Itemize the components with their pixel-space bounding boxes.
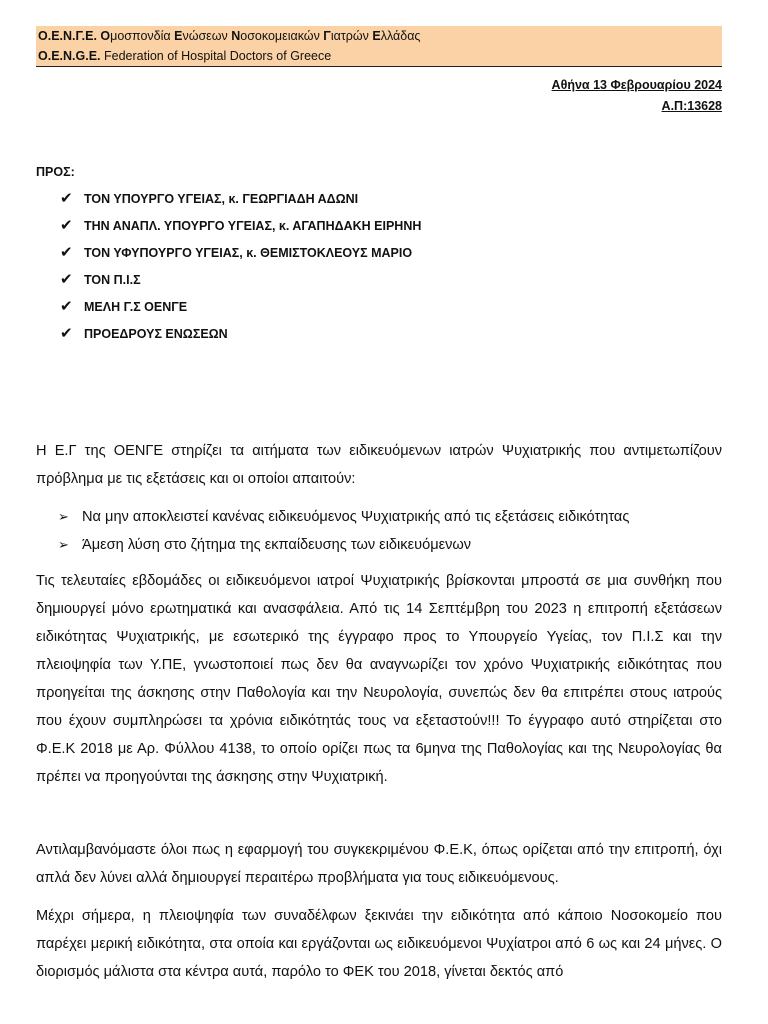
arrow-bullet-icon: ➢ (58, 537, 69, 552)
body-paragraph: Μέχρι σήμερα, η πλειοψηφία των συναδέλφων ξεκινάει την ειδικότητα από κάποιο Νοσοκομείο που παρέχει μερική ειδικότητα, στα οποία και εργάζονται ως ειδικευόμενοι Ψυχίατροι από 6 ως και 24 μήνες. Ο διορισμός μάλιστα στα κέντρα αυτά, παρόλο το ΦΕΚ του 2018, γίνεται δεκτός από (36, 908, 722, 980)
date-block (552, 75, 722, 117)
recipients-list (60, 188, 421, 350)
reference-number: Α.Π:13628 (661, 99, 722, 113)
recipients-label: ΠΡΟΣ: (36, 165, 75, 179)
checkmark-icon: ✔ (60, 298, 73, 315)
intro-paragraph: Η Ε.Γ της ΟΕΝΓΕ στηρίζει τα αιτήματα των ειδικευόμενων ιατρών Ψυχιατρικής που αντιμετωπίζουν πρόβλημα με τις εξετάσεις και οι οποίοι απαιτούν: (36, 443, 722, 487)
arrow-bullet-icon: ➢ (58, 509, 69, 524)
recipient-item: ✔ ΜΕΛΗ Γ.Σ ΟΕΝΓΕ (60, 296, 421, 323)
letterhead-greek: Ο.Ε.Ν.Γ.Ε. Ομοσπονδία Ενώσεων Νοσοκομειακών Γιατρών Ελλάδας (38, 29, 421, 43)
checkmark-icon: ✔ (60, 325, 73, 342)
letterhead-english-abbr: O.E.N.G.E. (38, 49, 101, 63)
letterhead-english (38, 46, 722, 66)
letterhead-english-name: Federation of Hospital Doctors of Greece (104, 49, 332, 63)
checkmark-icon: ✔ (60, 271, 73, 288)
place-date: Αθήνα 13 Φεβρουαρίου 2024 (551, 78, 722, 92)
recipient-item: ✔ ΤΟΝ ΥΦΥΠΟΥΡΓΟ ΥΓΕΙΑΣ, κ. ΘΕΜΙΣΤΟΚΛΕΟΥΣ ΜΑΡΙΟ (60, 242, 421, 269)
letterhead-greek-abbr: Ο.Ε.Ν.Γ.Ε. (38, 29, 97, 43)
checkmark-icon: ✔ (60, 244, 73, 261)
checkmark-icon: ✔ (60, 190, 73, 207)
recipient-item: ✔ ΤΗΝ ΑΝΑΠΛ. ΥΠΟΥΡΓΟ ΥΓΕΙΑΣ, κ. ΑΓΑΠΗΔΑΚΗ ΕΙΡΗΝΗ (60, 215, 421, 242)
recipient-item: ✔ ΠΡΟΕΔΡΟΥΣ ΕΝΩΣΕΩΝ (60, 323, 421, 350)
recipient-item: ✔ ΤΟΝ Π.Ι.Σ (60, 269, 421, 296)
body-paragraph: Τις τελευταίες εβδομάδες οι ειδικευόμενοι ιατροί Ψυχιατρικής βρίσκονται μπροστά σε μια συνθήκη που δημιουργεί μόνο ερωτηματικά και ανασφάλεια. Από τις 14 Σεπτέμβρη του 2023 η επιτροπή εξετάσεων ειδικότητας Ψυχιατρικής, με εσωτερικό της έγγραφο προς το Υπουργείο Υγείας, τον Π.Ι.Σ και την πλειοψηφία των Υ.ΠΕ, γνωστοποιεί πως δεν θα αναγνωρίζει τον χρόνο Ψυχιατρικής ειδικότητας που προηγείται της άσκησης στην Παθολογία και την Νευρολογία, συνεπώς δεν θα επιτρέπει στους ιατρούς που έχουν συμπληρώσει τα χρόνια ειδικότητάς τους να εξεταστούν!!! Το έγγραφο αυτό στηρίζεται στο Φ.Ε.Κ 2018 με Αρ. Φύλλου 4138, το οποίο ορίζει πως τα 6μηνα της Παθολογίας και της Νευρολογίας θα πρέπει να προηγούνται της άσκησης στην Ψυχιατρική. (36, 573, 722, 785)
demands-list (58, 503, 629, 559)
demand-item: ➢ Να μην αποκλειστεί κανένας ειδικευόμενος Ψυχιατρικής από τις εξετάσεις ειδικότητας (58, 503, 629, 531)
body-paragraph: Αντιλαμβανόμαστε όλοι πως η εφαρμογή του συγκεκριμένου Φ.Ε.Κ, όπως ορίζεται από την επιτροπή, όχι απλά δεν λύνει αλλά δημιουργεί περαιτέρω προβλήματα για τους ειδικευόμενους. (36, 842, 722, 886)
demand-item: ➢ Άμεση λύση στο ζήτημα της εκπαίδευσης των ειδικευόμενων (58, 531, 629, 559)
letterhead (36, 26, 722, 67)
recipient-item: ✔ ΤΟΝ ΥΠΟΥΡΓΟ ΥΓΕΙΑΣ, κ. ΓΕΩΡΓΙΑΔΗ ΑΔΩΝΙ (60, 188, 421, 215)
checkmark-icon: ✔ (60, 217, 73, 234)
